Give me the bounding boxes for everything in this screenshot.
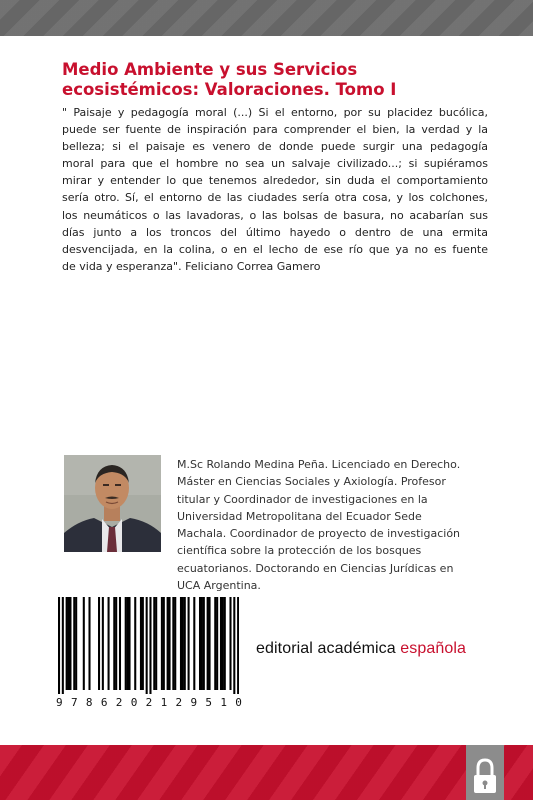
isbn-digit: 2 <box>175 696 183 709</box>
barcode-bar <box>203 597 205 690</box>
publisher-name: editorial académica <box>256 640 401 657</box>
bio-line: científica sobre la protección de los bosques <box>177 544 422 558</box>
bio-line: Machala. Coordinador de proyecto de investigación <box>177 527 461 541</box>
barcode-bar <box>224 597 226 690</box>
isbn-digit: 9 <box>56 696 63 709</box>
barcode-bar <box>174 597 176 690</box>
barcode-bar <box>201 597 203 690</box>
barcode-bar <box>75 597 77 690</box>
barcode-bar <box>182 597 184 690</box>
bio-line: Universidad Metropolitana del Ecuador Sede <box>177 509 422 523</box>
barcode-bar <box>98 597 100 690</box>
barcode-bar <box>83 597 85 690</box>
barcode-bar <box>172 597 174 690</box>
barcode-bar <box>134 597 136 690</box>
barcode-bar <box>128 597 130 690</box>
quote-line: mirar y entender lo que tenemos alrededor, sin duda el comportamiento <box>62 174 488 188</box>
barcode-bar <box>199 597 201 690</box>
publisher-logo <box>256 640 466 658</box>
isbn-digit: 0 <box>130 696 138 709</box>
barcode-bar <box>237 597 239 694</box>
bottom-band <box>0 745 533 800</box>
barcode-bar <box>161 597 163 690</box>
barcode-bar <box>68 597 70 690</box>
barcode-bar <box>184 597 186 690</box>
quote-line: moral para que el hombre no sea un salvaje civilizado...; si supiéramos <box>62 157 488 171</box>
barcode-bar <box>108 597 110 690</box>
barcode-bar <box>233 597 235 694</box>
bio-line: M.Sc Rolando Medina Peña. Licenciado en Derecho. <box>177 458 461 471</box>
barcode-bar <box>125 597 127 690</box>
quote-line: puede ser fuente de inspiración para comprender el bien, la verdad y la <box>62 123 488 137</box>
bio-line: Máster en Ciencias Sociales y Axiología. Profesor <box>177 475 446 489</box>
barcode-bar <box>167 597 169 690</box>
quote-line: de vida y esperanza". Feliciano Correa Gamero <box>62 259 321 273</box>
quote-line: días junto a los troncos del último hayedo o dentro de una ermita <box>62 225 488 239</box>
barcode-bar <box>127 597 129 690</box>
book-title <box>62 60 502 100</box>
top-band-pattern <box>0 0 533 36</box>
lock-icon <box>466 745 504 800</box>
top-band <box>0 0 533 36</box>
barcode-bar <box>66 597 68 690</box>
author-photo <box>64 455 161 552</box>
quote-line: los neumáticos o las lavadoras, o las bolsas de basura, no acabarían sus <box>62 208 488 222</box>
barcode-bar <box>180 597 182 690</box>
isbn-digit: 2 <box>115 696 123 709</box>
isbn-digit: 1 <box>160 696 168 709</box>
barcode-bar <box>193 597 195 690</box>
barcode-bar <box>58 597 60 694</box>
isbn-digit: 0 <box>235 696 242 709</box>
barcode-bar <box>222 597 224 690</box>
barcode-bar <box>155 597 157 690</box>
author-portrait <box>64 455 161 552</box>
barcode-bar <box>216 597 218 690</box>
isbn-digit: 8 <box>85 696 93 709</box>
barcode-bar <box>149 597 151 694</box>
barcode-bar <box>140 597 142 690</box>
barcode-bar <box>207 597 209 690</box>
barcode-bar <box>88 597 90 690</box>
barcode-bar <box>102 597 104 690</box>
quote-line: " Paisaje y pedagogía moral (...) Si el entorno, por su placidez bucólica, <box>62 106 488 119</box>
isbn-digit: 5 <box>205 696 212 709</box>
barcode-bar <box>214 597 216 690</box>
barcode-bar <box>115 597 117 690</box>
title-line: ecosistémicos: Valoraciones. Tomo I <box>62 80 397 99</box>
barcode-bar <box>113 597 115 690</box>
barcode-bar <box>62 597 64 694</box>
author-bio <box>177 456 497 594</box>
isbn-number <box>56 696 242 709</box>
barcode-bar <box>220 597 222 690</box>
barcode-bar <box>146 597 148 694</box>
barcode-bar <box>229 597 231 690</box>
isbn-digit: 7 <box>70 696 78 709</box>
quote-line: desvencijada, en la colina, o en el lecho de ese río que ya no es fuente <box>62 242 488 256</box>
barcode-bar <box>69 597 71 690</box>
title-line: Medio Ambiente y sus Servicios <box>62 60 358 79</box>
barcode-bar <box>169 597 171 690</box>
barcode-bar <box>153 597 155 690</box>
barcode-bar <box>73 597 75 690</box>
publisher-name-accent: española <box>400 640 467 657</box>
bio-line: titular y Coordinador de investigaciones en la <box>177 492 428 506</box>
isbn-digit: 9 <box>190 696 198 709</box>
back-cover-quote <box>62 104 488 275</box>
quote-line: belleza; si el paisaje es venero de donde puede surgir una pedagogía <box>62 140 488 154</box>
isbn-digit: 1 <box>220 696 227 709</box>
isbn-digit: 2 <box>145 696 153 709</box>
bio-line: ecuatorianos. Doctorando en Ciencias Jurídicas en <box>177 561 454 575</box>
barcode-bar <box>163 597 165 690</box>
quote-line: sería otro. Sí, el entorno de las ciudades sería otra cosa, y los colchones, <box>62 191 488 205</box>
isbn-digit: 6 <box>100 696 108 709</box>
barcode-bar <box>209 597 211 690</box>
barcode-bar <box>142 597 144 690</box>
barcode-bar <box>119 597 121 690</box>
barcode-bar <box>188 597 190 690</box>
barcode-bars <box>58 597 239 694</box>
bottom-band-pattern <box>0 745 533 800</box>
bio-line: UCA Argentina. <box>177 579 261 593</box>
